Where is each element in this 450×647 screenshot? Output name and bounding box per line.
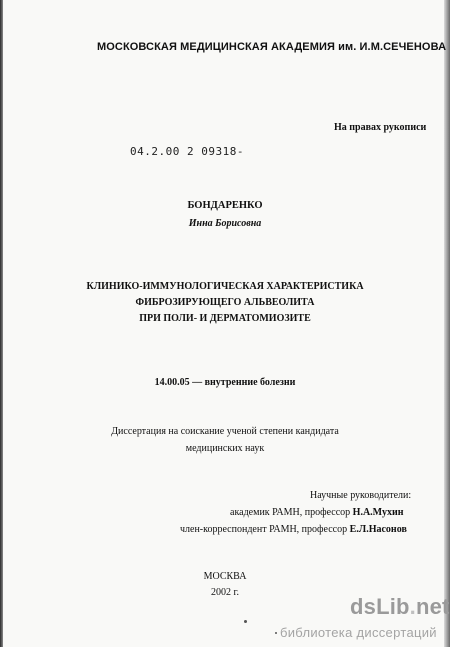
city: МОСКВА	[203, 571, 247, 582]
scan-speck	[244, 620, 247, 623]
watermark-dot: .	[409, 594, 416, 619]
supervisor-first	[230, 507, 404, 518]
academy-name: МОСКОВСКАЯ МЕДИЦИНСКАЯ АКАДЕМИЯ им. И.М.СЕЧЕНОВА	[97, 41, 447, 53]
watermark-subtitle: библиотека диссертаций	[280, 625, 437, 640]
year: 2002 г.	[211, 587, 239, 598]
watermark[interactable]	[280, 594, 450, 647]
dissertation-line: медицинских наук	[185, 443, 265, 454]
author-surname: БОНДАРЕНКО	[187, 200, 263, 211]
supervisor-second-title: член-корреспондент РАМН, профессор	[180, 524, 350, 535]
specialty-code: 14.00.05 — внутренние болезни	[154, 377, 296, 388]
author-name: Инна Борисовна	[188, 218, 262, 229]
registration-stamp: 04.2.00 2 09318-	[130, 145, 244, 158]
supervisor-first-name: Н.А.Мухин	[352, 507, 404, 518]
scan-speck	[275, 632, 277, 634]
thesis-title-line: КЛИНИКО-ИММУНОЛОГИЧЕСКАЯ ХАРАКТЕРИСТИКА	[86, 281, 364, 292]
thesis-title-line: ПРИ ПОЛИ- И ДЕРМАТОМИОЗИТЕ	[139, 313, 311, 324]
thesis-title-line: ФИБРОЗИРУЮЩЕГО АЛЬВЕОЛИТА	[135, 297, 315, 308]
manuscript-rights: На правах рукописи	[334, 122, 427, 133]
supervisor-second	[180, 524, 407, 535]
supervisors-heading: Научные руководители:	[310, 490, 412, 501]
watermark-brand[interactable]	[350, 594, 450, 620]
supervisor-first-title: академик РАМН, профессор	[230, 507, 353, 518]
watermark-brand-a: dsLib	[350, 594, 410, 619]
dissertation-line: Диссертация на соискание ученой степени кандидата	[111, 426, 339, 437]
watermark-brand-b: net	[415, 594, 450, 619]
supervisor-second-name: Е.Л.Насонов	[349, 524, 407, 535]
